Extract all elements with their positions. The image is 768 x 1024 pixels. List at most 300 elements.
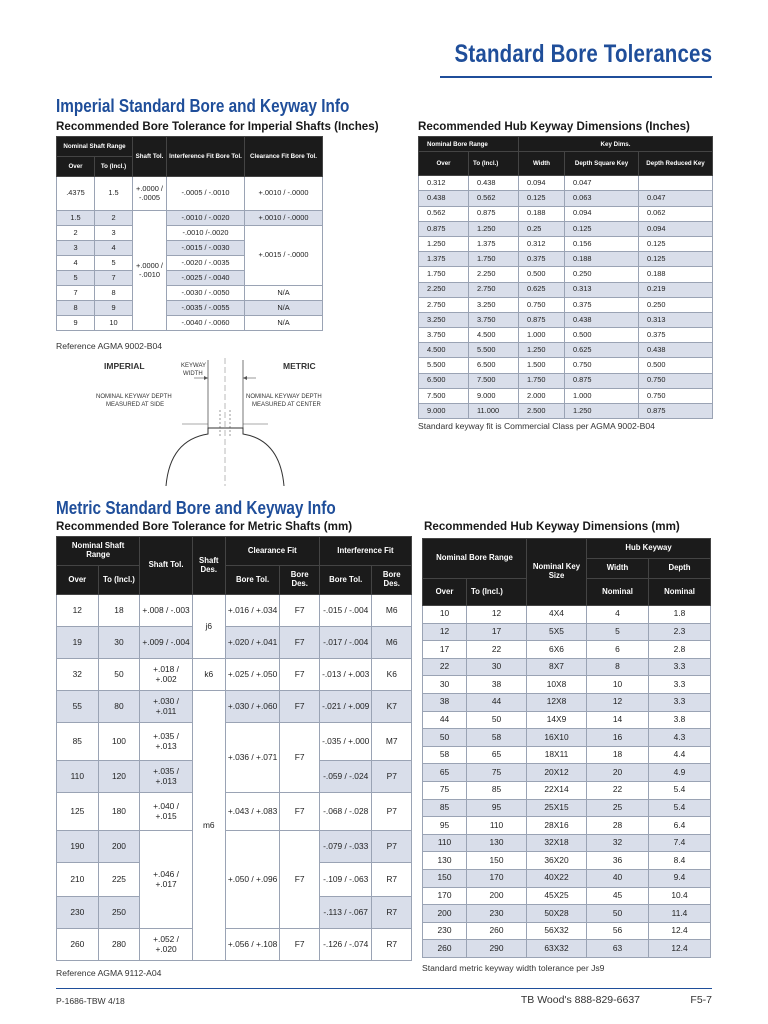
- cell-shaft-tol: +.008 / -.003: [140, 595, 193, 627]
- cell-over: 6.500: [419, 373, 469, 388]
- cell-depth-square: 0.188: [565, 252, 639, 267]
- cell-int-bore-tol: -.013 / +.003: [319, 659, 372, 691]
- cell-depth: 4.4: [649, 746, 711, 764]
- cell-depth-square: 1.000: [565, 388, 639, 403]
- cell-width: 20: [587, 764, 649, 782]
- cell-width: 25: [587, 799, 649, 817]
- cell-to: 4: [95, 241, 133, 256]
- cell-depth-square: 0.438: [565, 312, 639, 327]
- cell-depth-square: 0.063: [565, 191, 639, 206]
- metric-bore-title: Recommended Bore Tolerance for Metric Shafts (mm): [56, 520, 353, 533]
- cell-to: 6.500: [469, 358, 519, 373]
- cell-depth-reduced: 0.094: [639, 221, 713, 236]
- cell-width: 32: [587, 834, 649, 852]
- cell-to: 18: [98, 595, 140, 627]
- imperial-bore-title: Recommended Bore Tolerance for Imperial Shafts (Inches): [56, 120, 379, 133]
- cell-width: 14: [587, 711, 649, 729]
- col-header-width: Width: [587, 559, 649, 579]
- cell-key-size: 56X32: [527, 922, 587, 940]
- cell-int-bore-tol: -.015 / -.004: [319, 595, 372, 627]
- cell-depth: 6.4: [649, 817, 711, 835]
- cell-depth: 3.3: [649, 658, 711, 676]
- table-row: [419, 358, 713, 373]
- footer-doc-code: P-1686-TBW 4/18: [56, 996, 125, 1006]
- col-header-range: Nominal Shaft Range: [57, 137, 133, 157]
- cell-over: 1.250: [419, 236, 469, 251]
- cell-width: 6: [587, 641, 649, 659]
- cell-to: 120: [98, 761, 140, 793]
- diagram-keyway-label: KEYWAY: [181, 363, 207, 369]
- cell-to: 30: [98, 627, 140, 659]
- cell-depth-square: 0.125: [565, 221, 639, 236]
- table-row: [419, 404, 713, 419]
- cell-depth-square: 0.750: [565, 358, 639, 373]
- cell-interference: -.0030 / -.0050: [167, 286, 245, 301]
- cell-over: 38: [423, 693, 467, 711]
- cell-shaft-des: k6: [192, 659, 225, 691]
- cell-width: 18: [587, 746, 649, 764]
- table-row: [57, 723, 412, 761]
- cell-width: 56: [587, 922, 649, 940]
- cell-over: 55: [57, 691, 99, 723]
- cell-over: 22: [423, 658, 467, 676]
- col-header-over: Over: [57, 157, 95, 177]
- table-row: [423, 852, 711, 870]
- cell-key-size: 5X5: [527, 623, 587, 641]
- col-header-to: To (Incl.): [98, 566, 140, 595]
- cell-int-bore-des: M7: [372, 723, 412, 761]
- cell-shaft-tol-span: +.0000 / -.0010: [133, 211, 167, 331]
- cell-width: 0.500: [519, 267, 565, 282]
- cell-depth-reduced: 0.125: [639, 236, 713, 251]
- cell-bore-tol-span: +.036 / +.071: [225, 723, 280, 793]
- table-row: [419, 297, 713, 312]
- cell-to: 290: [467, 940, 527, 958]
- col-header-depth-square: Depth Square Key: [565, 152, 639, 176]
- cell-over: 3.250: [419, 312, 469, 327]
- cell-shaft-tol: +.035 / +.013: [140, 723, 193, 761]
- cell-bore-tol: +.016 / +.034: [225, 595, 280, 627]
- cell-int-bore-tol: -.109 / -.063: [319, 863, 372, 897]
- cell-width: 63: [587, 940, 649, 958]
- cell-width: 0.125: [519, 191, 565, 206]
- table-row: [419, 191, 713, 206]
- cell-key-size: 14X9: [527, 711, 587, 729]
- diagram-imperial-label: IMPERIAL: [104, 361, 145, 371]
- cell-over: 7: [57, 286, 95, 301]
- cell-depth: 12.4: [649, 922, 711, 940]
- cell-key-size: 20X12: [527, 764, 587, 782]
- table-row: [423, 729, 711, 747]
- cell-to: 110: [467, 817, 527, 835]
- col-header-to: To (Incl.): [469, 152, 519, 176]
- cell-to: 44: [467, 693, 527, 711]
- cell-to: 9.000: [469, 388, 519, 403]
- cell-key-size: 63X32: [527, 940, 587, 958]
- cell-interference: -.0020 / -.0035: [167, 256, 245, 271]
- cell-shaft-tol: +.0000 / -.0005: [133, 177, 167, 211]
- cell-to: 58: [467, 729, 527, 747]
- cell-depth-square: 0.375: [565, 297, 639, 312]
- table-row: [57, 301, 323, 316]
- cell-over: 8: [57, 301, 95, 316]
- col-header-bore-tol: Bore Tol.: [225, 566, 280, 595]
- cell-to: 4.500: [469, 328, 519, 343]
- imperial-bore-reference: Reference AGMA 9002-B04: [56, 341, 163, 351]
- cell-depth: 2.8: [649, 641, 711, 659]
- cell-width: 0.625: [519, 282, 565, 297]
- table-row: [423, 764, 711, 782]
- cell-over: 2.250: [419, 282, 469, 297]
- table-row: [423, 887, 711, 905]
- cell-shaft-des-j6: j6: [192, 595, 225, 659]
- cell-bore-des-span-2: F7: [280, 831, 319, 929]
- cell-key-size: 45X25: [527, 887, 587, 905]
- cell-over: 200: [423, 905, 467, 923]
- cell-int-bore-des: K7: [372, 691, 412, 723]
- metric-bore-reference: Reference AGMA 9112-A04: [56, 968, 162, 978]
- cell-to: 200: [98, 831, 140, 863]
- col-header-bore-tol-2: Bore Tol.: [319, 566, 372, 595]
- cell-depth-square: 0.625: [565, 343, 639, 358]
- cell-int-bore-des: R7: [372, 897, 412, 929]
- cell-width: 0.312: [519, 236, 565, 251]
- table-row: [57, 793, 412, 831]
- cell-over: 95: [423, 817, 467, 835]
- cell-over: 0.438: [419, 191, 469, 206]
- table-row: [419, 328, 713, 343]
- cell-to: 8: [95, 286, 133, 301]
- cell-to: 3.750: [469, 312, 519, 327]
- table-row: [57, 595, 412, 627]
- cell-depth-square: 0.250: [565, 267, 639, 282]
- cell-int-bore-des: P7: [372, 831, 412, 863]
- cell-width: 12: [587, 693, 649, 711]
- cell-to: 180: [98, 793, 140, 831]
- cell-width: 2.500: [519, 404, 565, 419]
- col-header-interference: Interference Fit Bore Tol.: [167, 137, 245, 177]
- cell-width: 16: [587, 729, 649, 747]
- cell-to: 225: [98, 863, 140, 897]
- table-row: [423, 693, 711, 711]
- cell-to: 130: [467, 834, 527, 852]
- cell-to: 7.500: [469, 373, 519, 388]
- cell-key-size: 25X15: [527, 799, 587, 817]
- cell-depth: 3.3: [649, 693, 711, 711]
- cell-to: 3: [95, 226, 133, 241]
- table-row: [419, 252, 713, 267]
- cell-width: 22: [587, 781, 649, 799]
- table-row: [423, 746, 711, 764]
- cell-depth: 11.4: [649, 905, 711, 923]
- col-header-interference: Interference Fit: [319, 537, 411, 566]
- col-header-bore-des: Bore Des.: [280, 566, 319, 595]
- cell-bore-des: F7: [280, 627, 319, 659]
- cell-over: 9: [57, 316, 95, 331]
- cell-over: 210: [57, 863, 99, 897]
- cell-shaft-tol: +.009 / -.004: [140, 627, 193, 659]
- table-row: [419, 221, 713, 236]
- imperial-keyway-title: Recommended Hub Keyway Dimensions (Inches): [418, 120, 690, 133]
- col-header-range: Nominal Bore Range: [423, 539, 527, 579]
- cell-int-bore-tol: -.068 / -.028: [319, 793, 372, 831]
- cell-depth: 2.3: [649, 623, 711, 641]
- cell-bore-tol: +.020 / +.041: [225, 627, 280, 659]
- cell-depth-reduced: 0.047: [639, 191, 713, 206]
- cell-int-bore-tol: -.079 / -.033: [319, 831, 372, 863]
- cell-depth: 9.4: [649, 869, 711, 887]
- cell-key-size: 4X4: [527, 606, 587, 624]
- cell-depth: 5.4: [649, 781, 711, 799]
- cell-interference: -.0005 / -.0010: [167, 177, 245, 211]
- table-row: [419, 373, 713, 388]
- cell-over: 4: [57, 256, 95, 271]
- cell-over: 85: [57, 723, 99, 761]
- col-header-key-size: Nominal Key Size: [527, 539, 587, 606]
- cell-shaft-tol: +.030 / +.011: [140, 691, 193, 723]
- cell-to: 80: [98, 691, 140, 723]
- cell-over: 125: [57, 793, 99, 831]
- cell-depth-square: 0.500: [565, 328, 639, 343]
- table-row: [423, 658, 711, 676]
- table-row: [57, 211, 323, 226]
- col-header-range: Nominal Shaft Range: [57, 537, 140, 566]
- footer-company: TB Wood's 888-829-6637: [520, 994, 640, 1006]
- cell-to: 280: [98, 929, 140, 961]
- col-header-clearance: Clearance Fit: [225, 537, 319, 566]
- cell-over: 190: [57, 831, 99, 863]
- cell-over: 2: [57, 226, 95, 241]
- cell-over: 1.375: [419, 252, 469, 267]
- cell-over: 170: [423, 887, 467, 905]
- cell-bore-des: F7: [280, 595, 319, 627]
- footer-rule: [56, 988, 712, 989]
- cell-int-bore-des: P7: [372, 761, 412, 793]
- table-row: [419, 267, 713, 282]
- cell-over: 0.875: [419, 221, 469, 236]
- cell-int-bore-des: K6: [372, 659, 412, 691]
- diagram-center-label-1: NOMINAL KEYWAY DEPTH: [246, 394, 322, 400]
- table-row: [423, 905, 711, 923]
- cell-bore-des: F7: [280, 691, 319, 723]
- table-row: [57, 627, 412, 659]
- cell-depth: 1.8: [649, 606, 711, 624]
- cell-over: 19: [57, 627, 99, 659]
- cell-width: 10: [587, 676, 649, 694]
- cell-width: 0.25: [519, 221, 565, 236]
- cell-to: 12: [467, 606, 527, 624]
- cell-over: 7.500: [419, 388, 469, 403]
- cell-to: 100: [98, 723, 140, 761]
- diagram-side-label-2: MEASURED AT SIDE: [106, 402, 165, 408]
- cell-width: 40: [587, 869, 649, 887]
- cell-depth-square: 0.094: [565, 206, 639, 221]
- cell-over: 10: [423, 606, 467, 624]
- cell-width: 1.000: [519, 328, 565, 343]
- table-row: [423, 869, 711, 887]
- cell-depth-reduced: 0.219: [639, 282, 713, 297]
- cell-key-size: 40X22: [527, 869, 587, 887]
- cell-over: 230: [423, 922, 467, 940]
- col-header-bore-des-2: Bore Des.: [372, 566, 412, 595]
- cell-depth-reduced: 0.375: [639, 328, 713, 343]
- imperial-keyway-note: Standard keyway fit is Commercial Class per AGMA 9002-B04: [418, 421, 655, 431]
- cell-bore-des-span: F7: [280, 723, 319, 793]
- cell-width: 0.188: [519, 206, 565, 221]
- diagram-center-label-2: MEASURED AT CENTER: [252, 402, 321, 408]
- cell-over: 85: [423, 799, 467, 817]
- cell-to: 260: [467, 922, 527, 940]
- cell-key-size: 8X7: [527, 658, 587, 676]
- table-row: [57, 226, 323, 241]
- cell-to: 10: [95, 316, 133, 331]
- cell-int-bore-tol: -.126 / -.074: [319, 929, 372, 961]
- table-row: [419, 343, 713, 358]
- footer-page-number: F5-7: [690, 994, 712, 1006]
- table-row: [57, 831, 412, 863]
- imperial-keyway-table: [418, 136, 713, 419]
- cell-over: 32: [57, 659, 99, 691]
- cell-clearance: N/A: [245, 286, 323, 301]
- cell-bore-tol-span-2: +.050 / +.096: [225, 831, 280, 929]
- keyway-diagram: [90, 358, 370, 488]
- cell-depth: 3.3: [649, 676, 711, 694]
- cell-to: 38: [467, 676, 527, 694]
- cell-interference: -.0015 / -.0030: [167, 241, 245, 256]
- page-title: Standard Bore Tolerances: [454, 40, 712, 68]
- table-row: [57, 286, 323, 301]
- cell-over: 65: [423, 764, 467, 782]
- cell-width: 0.094: [519, 176, 565, 191]
- table-row: [57, 929, 412, 961]
- cell-bore-des: F7: [280, 659, 319, 691]
- cell-over: 3.750: [419, 328, 469, 343]
- cell-bore-tol: +.043 / +.083: [225, 793, 280, 831]
- col-header-nominal-2: Nominal: [649, 579, 711, 606]
- cell-depth-reduced: 0.875: [639, 404, 713, 419]
- metric-keyway-title: Recommended Hub Keyway Dimensions (mm): [424, 520, 680, 533]
- cell-over: 230: [57, 897, 99, 929]
- col-header-hub-keyway: Hub Keyway: [587, 539, 711, 559]
- cell-to: 250: [98, 897, 140, 929]
- cell-to: 200: [467, 887, 527, 905]
- cell-int-bore-des: R7: [372, 929, 412, 961]
- table-row: [423, 799, 711, 817]
- cell-shaft-des-m6: m6: [192, 691, 225, 961]
- cell-key-size: 28X16: [527, 817, 587, 835]
- col-header-to: To (Incl.): [95, 157, 133, 177]
- cell-shaft-tol-span: +.046 / +.017: [140, 831, 193, 929]
- imperial-section-title: Imperial Standard Bore and Keyway Info: [56, 96, 350, 116]
- cell-key-size: 36X20: [527, 852, 587, 870]
- cell-interference: -.0010 / -.0020: [167, 211, 245, 226]
- cell-to: 65: [467, 746, 527, 764]
- cell-over: 110: [57, 761, 99, 793]
- cell-to: 85: [467, 781, 527, 799]
- cell-to: 170: [467, 869, 527, 887]
- cell-to: 230: [467, 905, 527, 923]
- diagram-width-label: WIDTH: [183, 371, 203, 377]
- cell-depth-square: 0.313: [565, 282, 639, 297]
- cell-width: 2.000: [519, 388, 565, 403]
- cell-to: 95: [467, 799, 527, 817]
- cell-over: .4375: [57, 177, 95, 211]
- cell-clearance: +.0010 / -.0000: [245, 211, 323, 226]
- cell-int-bore-des: P7: [372, 793, 412, 831]
- cell-depth-reduced: 0.250: [639, 297, 713, 312]
- cell-width: 36: [587, 852, 649, 870]
- col-header-key-dims: Key Dims.: [519, 137, 713, 152]
- cell-over: 0.312: [419, 176, 469, 191]
- cell-width: 1.250: [519, 343, 565, 358]
- cell-key-size: 50X28: [527, 905, 587, 923]
- table-row: [423, 606, 711, 624]
- cell-depth-square: 1.250: [565, 404, 639, 419]
- cell-to: 2.250: [469, 267, 519, 282]
- title-rule: [440, 76, 712, 78]
- metric-bore-table: [56, 536, 412, 961]
- cell-shaft-tol: +.035 / +.013: [140, 761, 193, 793]
- table-row: [423, 834, 711, 852]
- table-row: [423, 817, 711, 835]
- cell-width: 1.500: [519, 358, 565, 373]
- table-row: [423, 781, 711, 799]
- cell-int-bore-des: R7: [372, 863, 412, 897]
- cell-depth: 12.4: [649, 940, 711, 958]
- table-row: [423, 641, 711, 659]
- cell-depth-reduced: 0.750: [639, 373, 713, 388]
- cell-int-bore-tol: -.059 / -.024: [319, 761, 372, 793]
- cell-over: 30: [423, 676, 467, 694]
- cell-to: 22: [467, 641, 527, 659]
- cell-width: 28: [587, 817, 649, 835]
- cell-over: 150: [423, 869, 467, 887]
- cell-width: 4: [587, 606, 649, 624]
- table-row: [423, 623, 711, 641]
- cell-depth-reduced: [639, 176, 713, 191]
- cell-depth: 8.4: [649, 852, 711, 870]
- cell-depth-reduced: 0.313: [639, 312, 713, 327]
- cell-to: 5: [95, 256, 133, 271]
- cell-depth: 4.3: [649, 729, 711, 747]
- cell-over: 12: [57, 595, 99, 627]
- cell-to: 11.000: [469, 404, 519, 419]
- table-row: [423, 711, 711, 729]
- cell-int-bore-tol: -.017 / -.004: [319, 627, 372, 659]
- cell-over: 5.500: [419, 358, 469, 373]
- cell-depth-reduced: 0.750: [639, 388, 713, 403]
- col-header-over: Over: [57, 566, 99, 595]
- cell-over: 2.750: [419, 297, 469, 312]
- cell-depth-reduced: 0.062: [639, 206, 713, 221]
- cell-clearance-span: +.0015 / -.0000: [245, 226, 323, 286]
- col-header-depth: Depth: [649, 559, 711, 579]
- cell-clearance: N/A: [245, 301, 323, 316]
- cell-width: 50: [587, 905, 649, 923]
- metric-keyway-table: [422, 538, 711, 958]
- cell-key-size: 22X14: [527, 781, 587, 799]
- cell-width: 45: [587, 887, 649, 905]
- col-header-shaft-des: Shaft Des.: [192, 537, 225, 595]
- cell-to: 0.875: [469, 206, 519, 221]
- cell-over: 260: [423, 940, 467, 958]
- cell-to: 0.438: [469, 176, 519, 191]
- cell-to: 1.375: [469, 236, 519, 251]
- cell-over: 9.000: [419, 404, 469, 419]
- cell-depth: 3.8: [649, 711, 711, 729]
- cell-over: 1.5: [57, 211, 95, 226]
- cell-to: 150: [467, 852, 527, 870]
